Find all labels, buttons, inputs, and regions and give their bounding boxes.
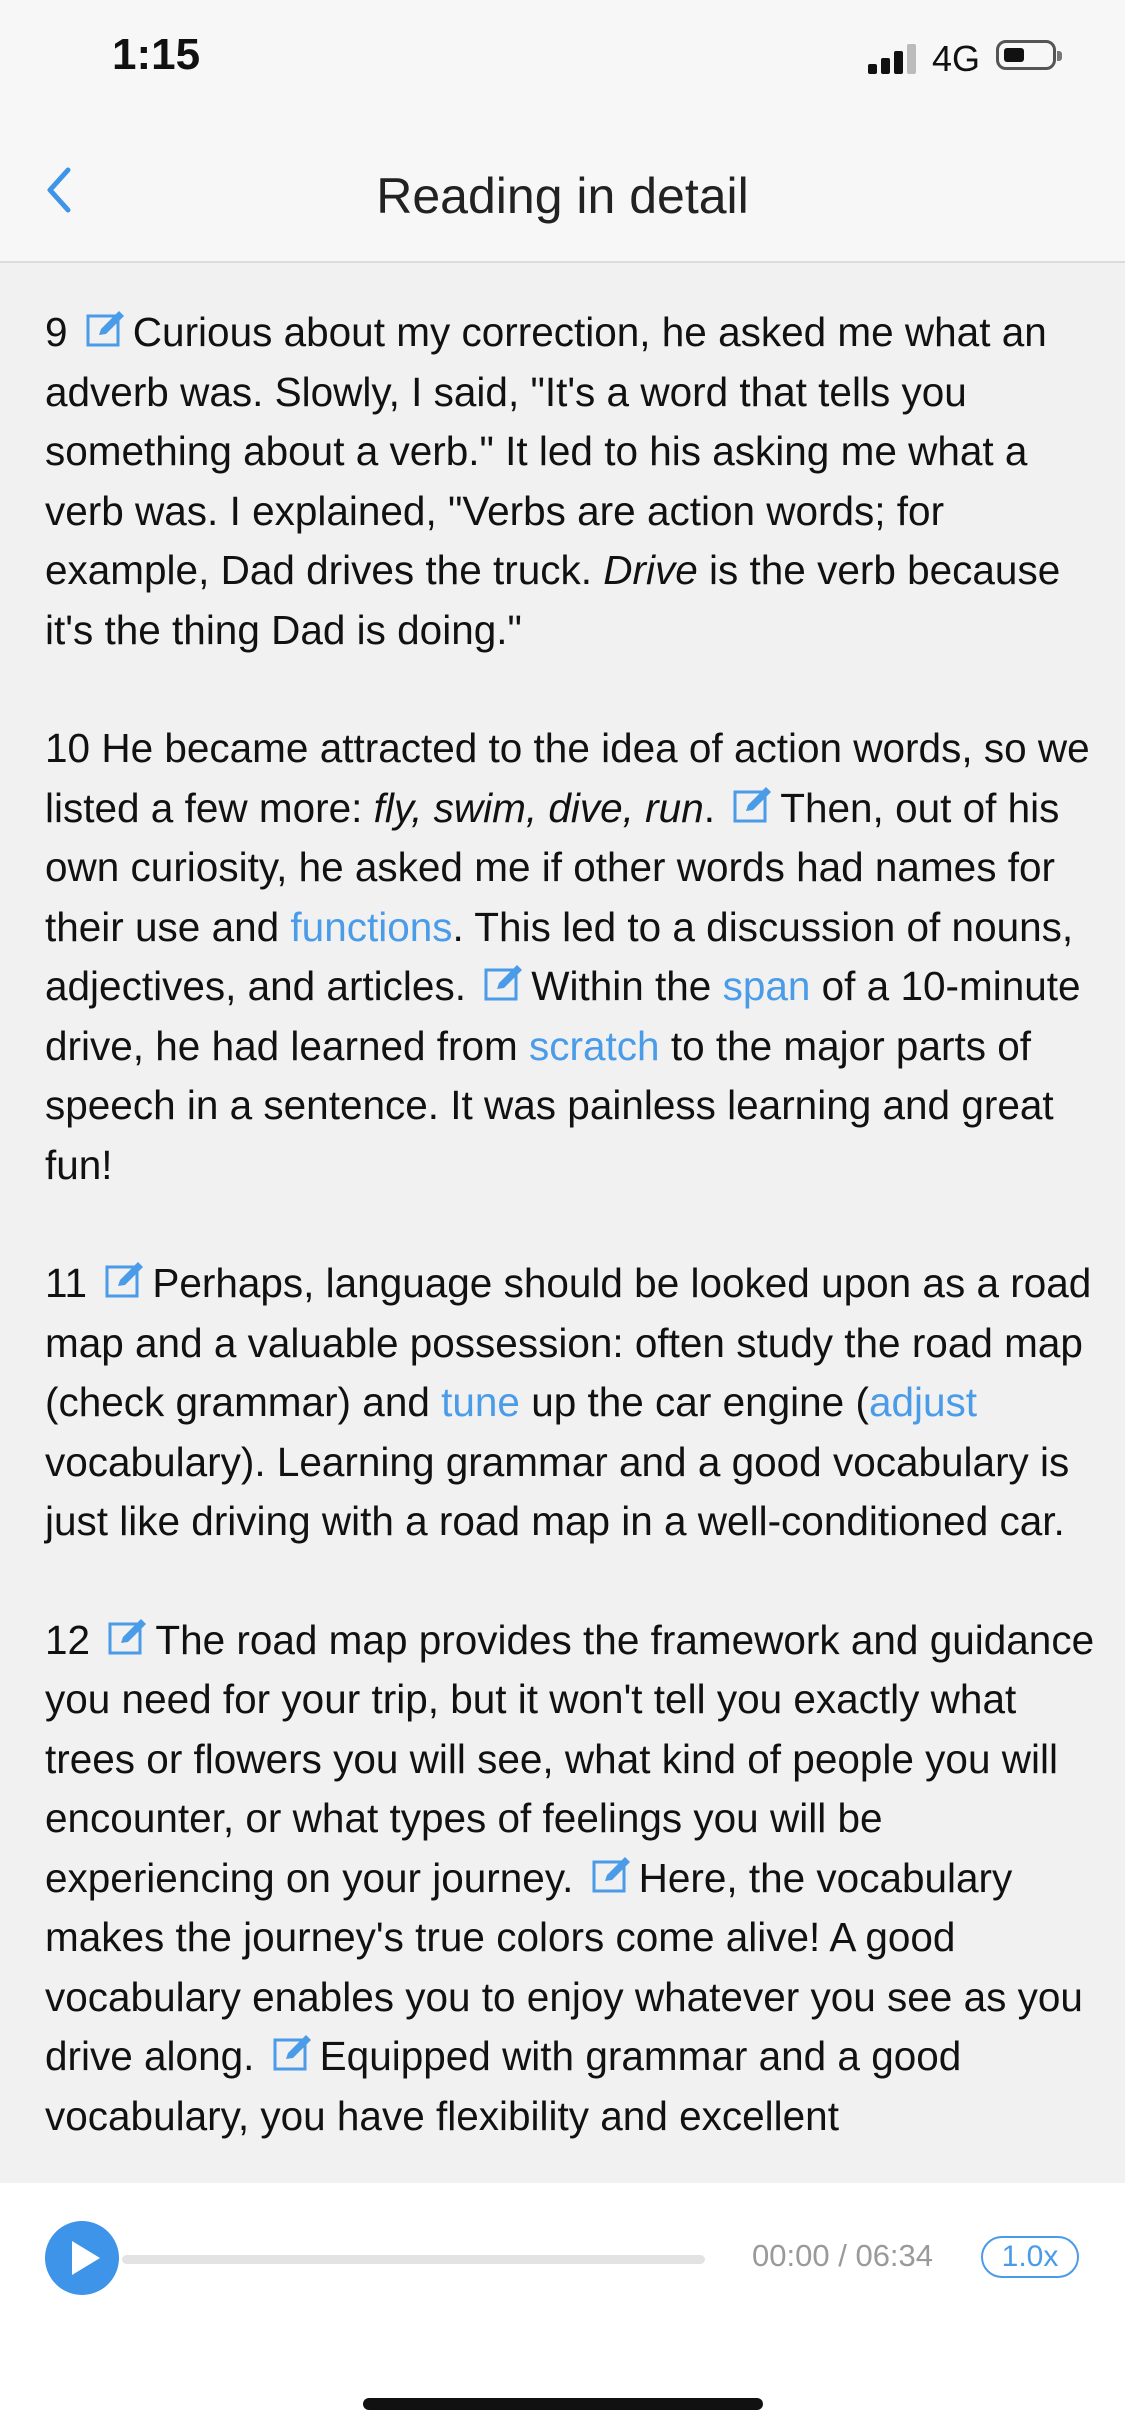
- page-title: Reading in detail: [376, 168, 749, 224]
- sentence-text[interactable]: The road map provides the framework and guidance you need for your trip, but it won't tell you exactly what trees or flowers you will see, what kind of people you will encounter, or what types of feelings you will be experiencing on your journey.: [45, 1616, 1095, 1901]
- sentence-text[interactable]: to the major parts of speech in a sentence. It was painless learning and great fun!: [45, 1022, 1054, 1188]
- sentence-text[interactable]: .: [703, 784, 715, 831]
- sentence-text[interactable]: vocabulary). Learning grammar and a good vocabulary is just like driving with a road map in a well-conditioned car.: [45, 1438, 1070, 1544]
- paragraph-number: 9: [45, 309, 68, 355]
- sentence-text[interactable]: . This led to a discussion of nouns, adjectives, and articles.: [45, 903, 1074, 1009]
- play-icon: [72, 2241, 100, 2275]
- status-time: 1:15: [112, 30, 201, 79]
- paragraph-10: [45, 719, 1095, 1195]
- battery-icon: [996, 40, 1056, 70]
- nav-bar: [0, 120, 1125, 263]
- current-time: 00:00: [752, 2238, 830, 2273]
- status-bar: [0, 0, 1125, 120]
- note-edit-icon[interactable]: [104, 1259, 146, 1299]
- paragraph-11: [45, 1254, 1095, 1552]
- note-edit-icon[interactable]: [85, 308, 127, 348]
- play-button[interactable]: [45, 2221, 119, 2295]
- paragraph-9: [45, 303, 1095, 660]
- sentence-text[interactable]: Perhaps, language should be looked upon as a road map and a valuable possession: often study the road map (check grammar) and: [45, 1260, 1092, 1425]
- sentence-text[interactable]: Here, the vocabulary makes the journey's true colors come alive! A good vocabulary enables you to enjoy whatever you see as you drive along.: [45, 1854, 1083, 2079]
- sentence-text[interactable]: Curious about my correction, he asked me what an adverb was. Slowly, I said, "It's a word that tells you something about a verb." It led to his asking me what a verb was. I explained, "Verbs are action words; for example, Dad drives the truck.: [45, 309, 1047, 593]
- sentence-text[interactable]: Then, out of his own curiosity, he asked me if other words had names for their use and: [45, 784, 1060, 950]
- signal-icon: [868, 44, 918, 74]
- sentence-text[interactable]: is the verb because it's the thing Dad is doing.": [45, 547, 1061, 653]
- sentence-text[interactable]: Equipped with grammar and a good vocabulary, you have flexibility and excellent: [45, 2033, 962, 2139]
- paragraph-12: [45, 1611, 1095, 2147]
- note-edit-icon[interactable]: [107, 1616, 149, 1656]
- home-indicator: [363, 2398, 763, 2410]
- vocab-link-adjust[interactable]: adjust: [868, 1379, 978, 1425]
- time-separator: /: [838, 2238, 847, 2273]
- paragraph-number: 12: [45, 1616, 91, 1663]
- note-edit-icon[interactable]: [591, 1854, 633, 1894]
- playback-speed-button[interactable]: 1.0x: [981, 2236, 1079, 2278]
- sentence-text[interactable]: He became attracted to the idea of action words, so we listed a few more:: [45, 725, 1090, 831]
- vocab-link-functions[interactable]: functions: [290, 903, 453, 950]
- sentence-text[interactable]: up the car engine (: [519, 1379, 869, 1425]
- vocab-link-span[interactable]: span: [722, 963, 811, 1009]
- note-edit-icon[interactable]: [483, 962, 525, 1002]
- note-edit-icon[interactable]: [732, 784, 774, 824]
- sentence-text[interactable]: of a 10-minute drive, he had learned from: [45, 963, 1081, 1069]
- duration: 06:34: [855, 2238, 934, 2273]
- paragraph-number: 11: [45, 1260, 88, 1306]
- reading-content[interactable]: [0, 263, 1125, 2183]
- audio-progress-slider[interactable]: [122, 2255, 705, 2264]
- italic-word[interactable]: Drive: [603, 547, 698, 593]
- vocab-link-scratch[interactable]: scratch: [529, 1022, 660, 1069]
- paragraph-number: 10: [45, 725, 91, 771]
- note-edit-icon[interactable]: [272, 2032, 314, 2072]
- network-type: 4G: [932, 38, 981, 79]
- audio-time-readout: [752, 2238, 933, 2274]
- vocab-link-tune[interactable]: tune: [441, 1379, 520, 1425]
- sentence-text[interactable]: Within the: [531, 963, 723, 1009]
- italic-words[interactable]: fly, swim, dive, run: [373, 784, 704, 831]
